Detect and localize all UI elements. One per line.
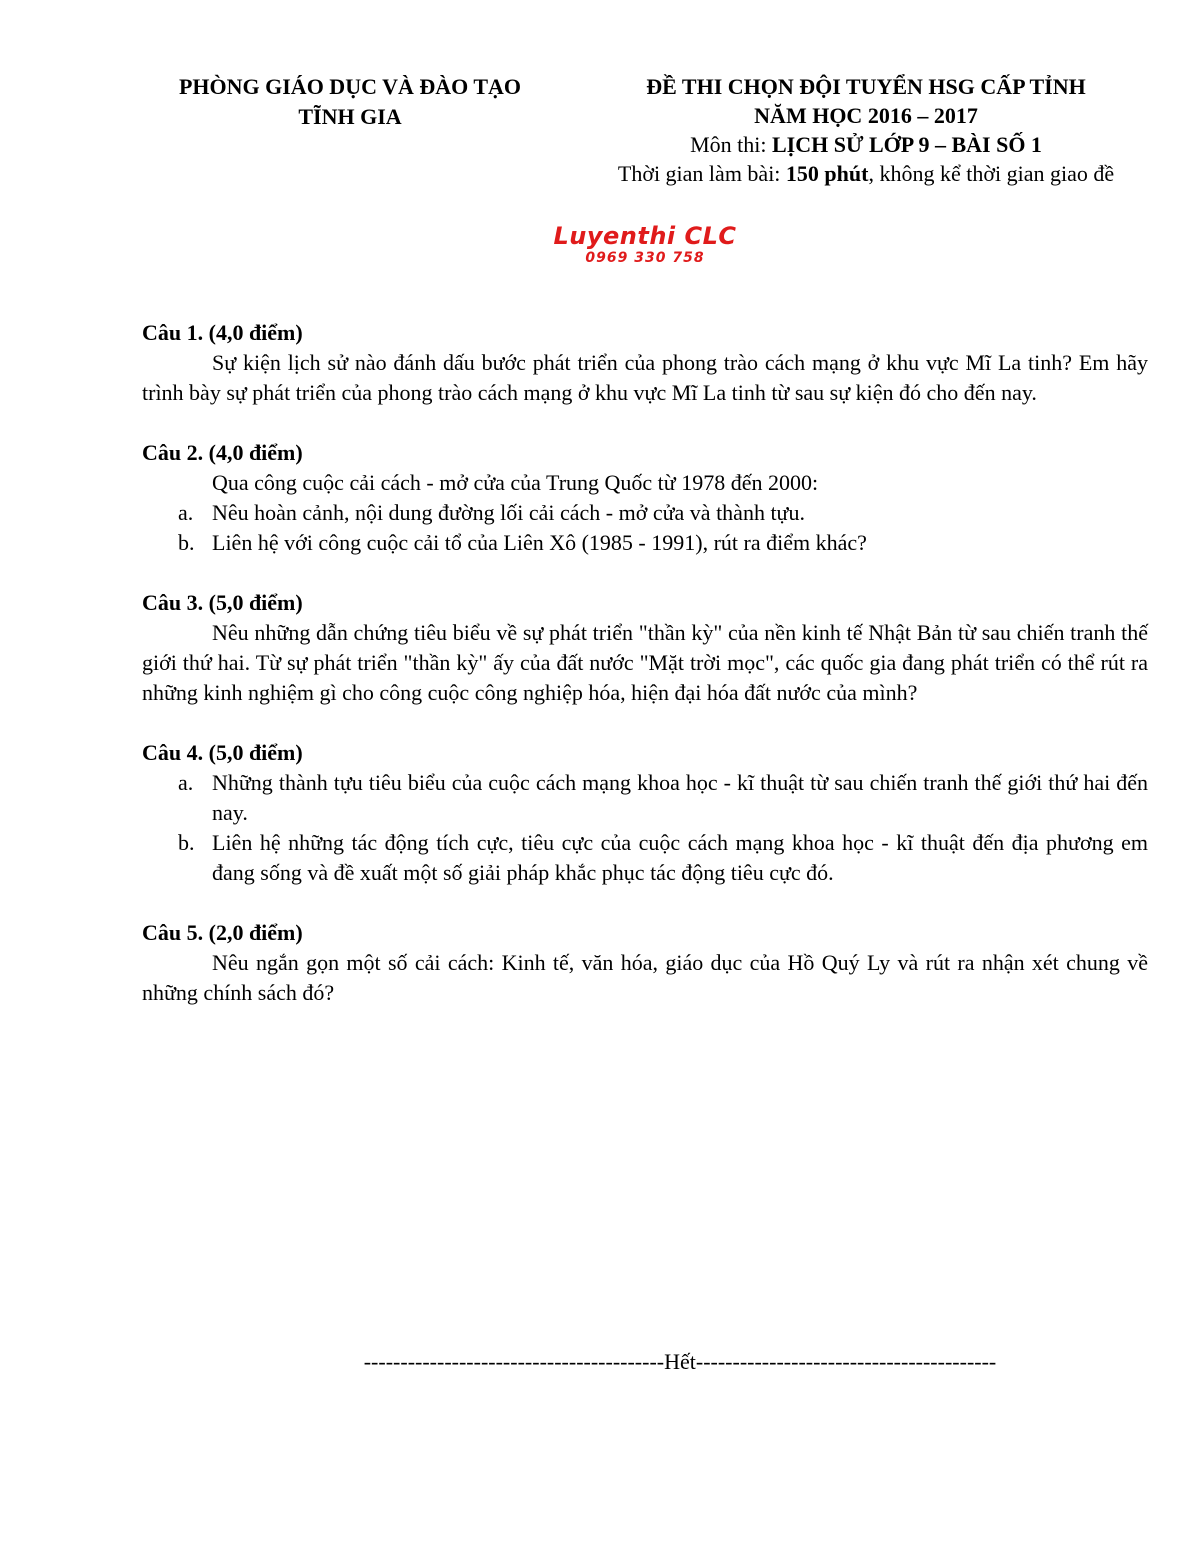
logo-phone: 0969 330 758 (585, 250, 705, 266)
question-title: Câu 3. (5,0 điểm) (142, 590, 303, 615)
question-text: Qua công cuộc cải cách - mở cửa của Trung Quốc từ 1978 đến 2000: (212, 470, 819, 495)
question-2 (142, 438, 1148, 558)
time-value: 150 phút (785, 161, 869, 186)
subject-label: Môn thi: (690, 132, 772, 157)
question-text: Sự kiện lịch sử nào đánh dấu bước phát triển của phong trào cách mạng ở khu vực Mĩ La tinh? Em hãy trình bày sự phát triển của phong trào cách mạng ở khu vực Mĩ La tinh từ sau sự kiện đó cho đến nay. (142, 350, 1148, 405)
exam-header (560, 72, 1172, 188)
exam-title: ĐỀ THI CHỌN ĐỘI TUYỂN HSG CẤP TỈNH (646, 74, 1086, 99)
question-item (142, 498, 1148, 528)
item-text: Nêu hoàn cảnh, nội dung đường lối cải cách - mở cửa và thành tựu. (212, 500, 805, 525)
issuer-department: PHÒNG GIÁO DỤC VÀ ĐÀO TẠO (178, 74, 522, 99)
watermark-logo (520, 222, 770, 272)
question-4 (142, 738, 1148, 888)
question-5 (142, 918, 1148, 1008)
exam-questions (142, 318, 1148, 1038)
time-suffix: , không kể thời gian giao đề (868, 161, 1115, 186)
item-label: a. (178, 500, 194, 525)
end-marker: -----------------------------------------Hết----------------------------------------- (363, 1349, 997, 1374)
logo-name: Luyenthi CLC (553, 222, 737, 250)
question-text: Nêu ngắn gọn một số cải cách: Kinh tế, văn hóa, giáo dục của Hồ Quý Ly và rút ra nhận xét chung về những chính sách đó? (142, 950, 1148, 1005)
time-line (560, 159, 1172, 188)
issuer-header (140, 72, 560, 132)
item-label: b. (178, 530, 195, 555)
item-label: a. (178, 770, 194, 795)
item-text: Những thành tựu tiêu biểu của cuộc cách mạng khoa học - kĩ thuật từ sau chiến tranh thế giới thứ hai đến nay. (212, 770, 1148, 825)
question-title: Câu 4. (5,0 điểm) (142, 740, 303, 765)
item-text: Liên hệ với công cuộc cải tổ của Liên Xô (1985 - 1991), rút ra điểm khác? (212, 530, 867, 555)
question-item (142, 528, 1148, 558)
item-text: Liên hệ những tác động tích cực, tiêu cực của cuộc cách mạng khoa học - kĩ thuật đến địa phương em đang sống và đề xuất một số giải pháp khắc phục tác động tiêu cực đó. (212, 830, 1148, 885)
time-label: Thời gian làm bài: (617, 161, 786, 186)
question-item (142, 768, 1148, 828)
question-title: Câu 2. (4,0 điểm) (142, 440, 303, 465)
question-title: Câu 5. (2,0 điểm) (142, 920, 303, 945)
question-text: Nêu những dẫn chứng tiêu biểu về sự phát triển "thần kỳ" của nền kinh tế Nhật Bản từ sau chiến tranh thế giới thứ hai. Từ sự phát triển "thần kỳ" ấy của đất nước "Mặt trời mọc", các quốc gia đang phát triển có thể rút ra những kinh nghiệm gì cho công cuộc công nghiệp hóa, hiện đại hóa đất nước của mình? (142, 620, 1148, 705)
subject-value: LỊCH SỬ LỚP 9 – BÀI SỐ 1 (771, 132, 1042, 157)
item-label: b. (178, 830, 195, 855)
question-1 (142, 318, 1148, 408)
issuer-district: TĨNH GIA (298, 104, 402, 129)
subject-line (560, 130, 1172, 159)
question-item (142, 828, 1148, 888)
school-year: NĂM HỌC 2016 – 2017 (754, 103, 978, 128)
question-title: Câu 1. (4,0 điểm) (142, 320, 303, 345)
question-3 (142, 588, 1148, 708)
